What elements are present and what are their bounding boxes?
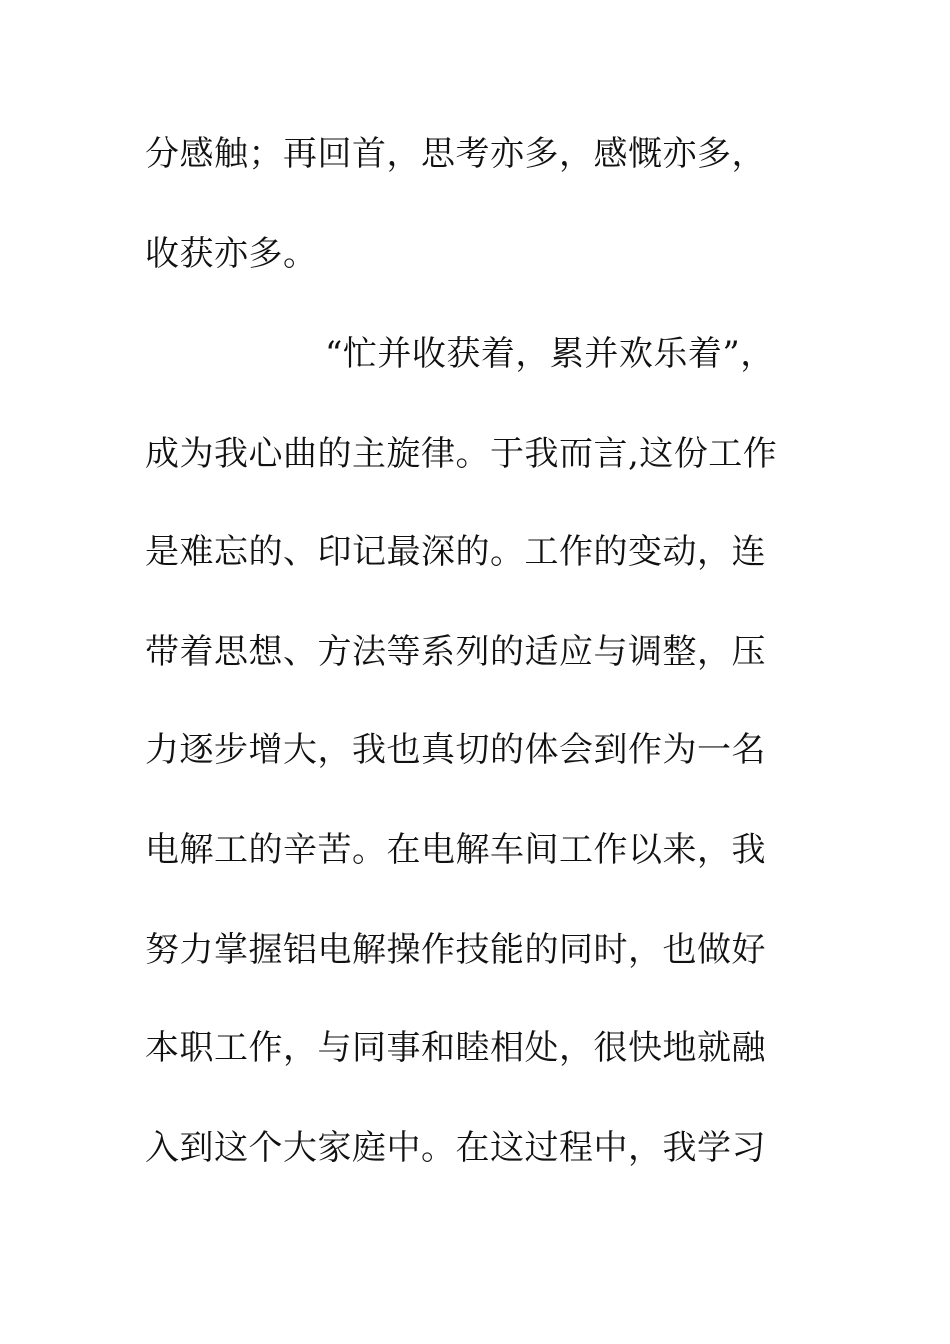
text-line-3: “忙并收获着，累并欢乐着”，	[325, 334, 775, 374]
text-line-5: 是难忘的、印记最深的。工作的变动，连	[145, 532, 766, 572]
text-line-6: 带着思想、方法等系列的适应与调整，压	[145, 632, 766, 672]
text-line-11: 入到这个大家庭中。在这过程中，我学习	[145, 1128, 766, 1168]
text-line-10: 本职工作，与同事和睦相处，很快地就融	[145, 1028, 766, 1068]
text-line-9: 努力掌握铝电解操作技能的同时，也做好	[145, 930, 766, 970]
text-line-1: 分感触；再回首，思考亦多，感慨亦多，	[145, 134, 766, 174]
text-line-8: 电解工的辛苦。在电解车间工作以来，我	[145, 830, 766, 870]
text-line-7: 力逐步增大，我也真切的体会到作为一名	[145, 730, 766, 770]
text-line-2: 收获亦多。	[145, 234, 318, 274]
text-line-4: 成为我心曲的主旋律。于我而言,这份工作	[145, 434, 778, 474]
